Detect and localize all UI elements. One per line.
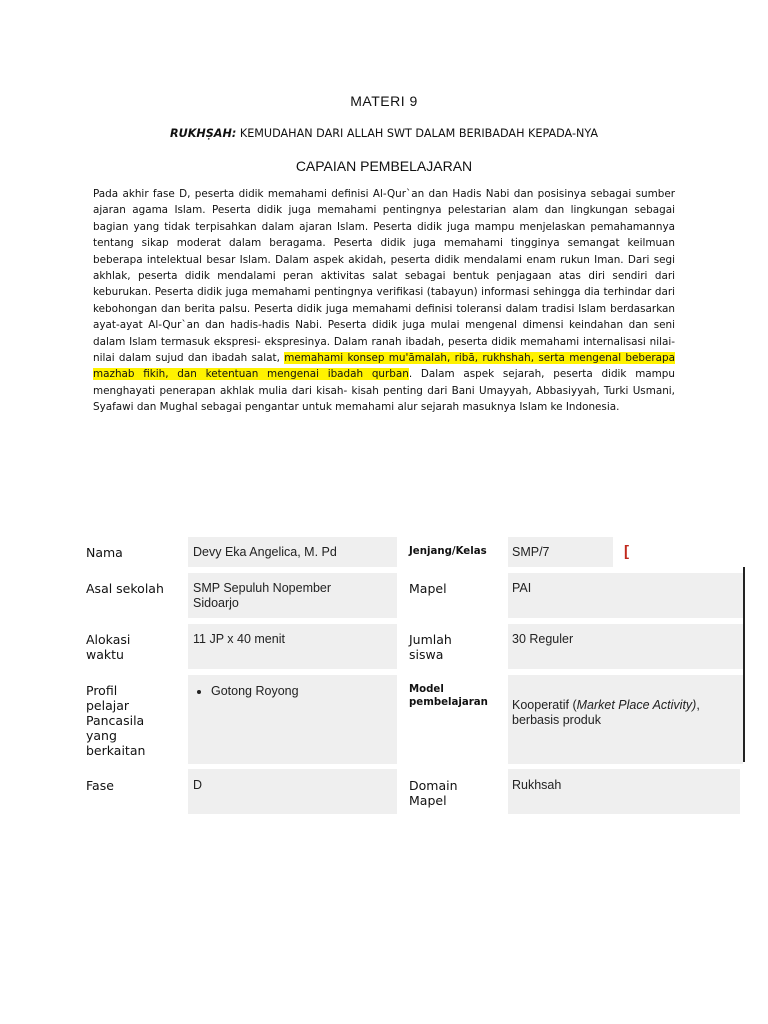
nama-value: Devy Eka Angelica, M. Pd (193, 545, 337, 559)
bracket-mark: [ (624, 543, 629, 560)
profil-label (86, 683, 145, 758)
model-value-italic: Market Place Activity) (576, 698, 697, 712)
fase-label: Fase (86, 778, 114, 793)
model-value-line1 (512, 698, 700, 713)
model-label-line1: Model (409, 684, 444, 695)
document-subtitle (0, 127, 768, 140)
mapel-cell (508, 573, 743, 618)
jumlah-value: 30 Reguler (512, 632, 574, 646)
model-value (512, 698, 700, 728)
jenjang-value: SMP/7 (512, 545, 550, 559)
model-label-line2: pembelajaran (409, 697, 488, 708)
section-heading: CAPAIAN PEMBELAJARAN (295, 158, 473, 174)
paragraph-text-before: Pada akhir fase D, peserta didik memahami definisi Al-Qur`an dan Hadis Nabi dan posisinya sebagai sumber ajaran agama Islam. Peserta didik juga memahami penti̇ngnya pelestarian alam dan lingkungan sebagai bagian yang ti̇dak terpisahkan dalam ajaran Islam. Peserta didik juga mampu menjelaskan pemahamannya tentang sikap moderat dalam beragama. Peserta didik juga memahami ti̇ngginya semangat keilmuan beberapa intelektual besar Islam. Dalam aspek akidah, peserta didik mendalami enam rukun Iman. Dari segi akhlak, peserta didik mendalami peran aktivitas salat sebagai bentuk penjagaan atas diri sendiri dari keburukan. Peserta didik juga memahami penti̇ngnya verifikasi (tabayun) informasi sehingga dia terhindar dari kebohongan dan berita palsu. Peserta didik juga memahami definisi toleransi dalam tradisi Islam berdasarkan ayat-ayat Al-Qur`an dan hadis-hadis Nabi. Peserta didik juga mulai mengenal dimensi keindahan dan seni dalam Islam termasuk ekspresi- ekspresinya. Dalam ranah ibadah, peserta didik memahami internalisasi nilai-nilai dalam sujud dan ibadah salat, (93, 188, 675, 365)
profil-list (193, 684, 299, 699)
profil-label-line: Profil (86, 683, 118, 698)
asal-value-line1: SMP Sepuluh Nopember (193, 581, 332, 595)
subtitle-italic-term: RUKHṢAH: (170, 127, 237, 140)
paragraph-text-after: . Dalam aspek sejarah, peserta didik mampu menghayati̇ penerapan akhlak mulia dari kisah- kisah penti̇ng dari Bani Umayyah, Abbasiyyah, Turki Usmani, Syafawi dan Mughal sebagai pengantar untuk memahami alur sejarah masuknya Islam ke Indonesia. (93, 368, 675, 414)
profil-label-line: berkaitan (86, 743, 146, 758)
jenjang-label: Jenjang/Kelas (409, 546, 487, 557)
profil-label-line: Pancasila (86, 713, 145, 728)
document-title: MATERI 9 (350, 93, 418, 109)
learning-outcome-paragraph (93, 186, 675, 416)
profil-label-line: pelajar (86, 698, 130, 713)
model-value-line2: berbasis produk (512, 713, 601, 727)
domain-label-line2: Mapel (409, 793, 447, 808)
asal-value (193, 581, 331, 611)
profil-label-line: yang (86, 728, 117, 743)
paragraph-highlighted-text: memahami konsep mu'āmalah, ribā, rukhshah, serta mengenal beberapa mazhab fikih, dan ketentuan mengenai ibadah qurban (93, 352, 675, 381)
profil-list-item: • Gotong Royong (211, 684, 299, 699)
asal-value-line2: Sidoarjo (193, 596, 239, 610)
fase-value: D (193, 778, 203, 792)
nama-label: Nama (86, 545, 123, 560)
alokasi-label-line1: Alokasi (86, 632, 131, 647)
mapel-value: PAI (512, 581, 532, 595)
domain-value: Rukhsah (512, 778, 562, 792)
jumlah-label-line1: Jumlah (409, 632, 452, 647)
fase-cell (188, 769, 397, 814)
alokasi-label (86, 632, 130, 662)
asal-label: Asal sekolah (86, 581, 164, 596)
domain-label-line1: Domain (409, 778, 458, 793)
domain-label (409, 778, 458, 808)
model-label (409, 683, 488, 709)
jumlah-label (409, 632, 452, 662)
jumlah-label-line2: siswa (409, 647, 444, 662)
subtitle-text: KEMUDAHAN DARI ALLAH SWT DALAM BERIBADAH KEPADA-NYA (236, 127, 598, 140)
model-value-suffix: , (696, 698, 700, 712)
alokasi-value: 11 JP x 40 menit (193, 632, 285, 646)
table-border-line (743, 567, 745, 762)
alokasi-label-line2: waktu (86, 647, 124, 662)
model-value-prefix: Kooperatif ( (512, 698, 577, 712)
mapel-label: Mapel (409, 581, 447, 596)
